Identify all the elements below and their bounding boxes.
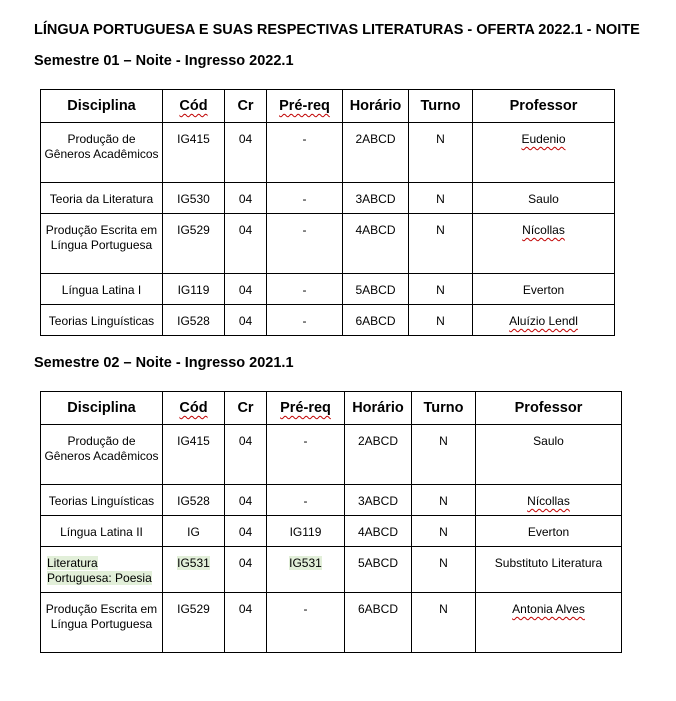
cell-turno: N (439, 434, 448, 448)
cell-disciplina: Teorias Linguísticas (48, 494, 155, 508)
cell-professor: Saulo (533, 434, 564, 448)
cell-turno: N (439, 525, 448, 539)
header-cr: Cr (225, 90, 267, 123)
cell-turno: N (436, 192, 445, 206)
header-turno: Turno (409, 90, 473, 123)
cell-professor: Everton (522, 283, 565, 297)
cell-turno: N (439, 556, 448, 570)
cell-horario: 6ABCD (357, 602, 398, 616)
cell-cod: IG415 (177, 434, 210, 448)
semester-2-table (40, 391, 622, 653)
cell-professor: Saulo (528, 192, 559, 206)
table-row (41, 305, 615, 336)
cell-professor: Antonia Alves (512, 602, 585, 616)
table-row (41, 593, 622, 653)
cell-cod: IG (187, 525, 200, 539)
cell-horario: 5ABCD (357, 556, 398, 570)
table-row (41, 485, 622, 516)
cell-disciplina: Língua Latina II (60, 525, 143, 539)
cell-horario: 4ABCD (357, 525, 398, 539)
semester-1-heading: Semestre 01 – Noite - Ingresso 2022.1 (34, 53, 294, 69)
table-header-row (41, 392, 622, 425)
cell-turno: N (436, 132, 445, 146)
cell-pre-req: - (303, 494, 308, 508)
cell-horario: 2ABCD (357, 434, 398, 448)
cell-pre-req: - (302, 223, 307, 237)
cell-turno: N (439, 602, 448, 616)
cell-pre-req: IG119 (289, 525, 322, 539)
table-row (41, 214, 615, 274)
cell-disciplina: Literatura Portuguesa: Poesia (47, 556, 152, 585)
cell-cod: IG528 (177, 314, 210, 328)
cell-cod: IG530 (177, 192, 210, 206)
cell-horario: 5ABCD (355, 283, 396, 297)
cell-disciplina: Produção Escrita em Língua Portuguesa (45, 223, 158, 252)
cell-cr: 04 (238, 192, 253, 206)
cell-disciplina: Teorias Linguísticas (48, 314, 155, 328)
cell-cod: IG119 (177, 283, 210, 297)
cell-professor: Aluízio Lendl (509, 314, 578, 328)
cell-cr: 04 (238, 223, 253, 237)
header-disciplina: Disciplina (41, 392, 163, 425)
cell-disciplina: Produção de Gêneros Acadêmicos (44, 434, 159, 463)
cell-horario: 2ABCD (355, 132, 396, 146)
cell-professor: Nícollas (522, 223, 565, 237)
cell-pre-req: - (302, 132, 307, 146)
header-professor: Professor (473, 90, 615, 123)
table-row (41, 274, 615, 305)
cell-turno: N (436, 314, 445, 328)
cell-disciplina: Produção Escrita em Língua Portuguesa (45, 602, 158, 631)
cell-pre-req: - (302, 314, 307, 328)
header-cr: Cr (225, 392, 267, 425)
cell-cod: IG415 (177, 132, 210, 146)
header-turno: Turno (412, 392, 476, 425)
cell-cod: IG529 (177, 223, 210, 237)
header-pre-req: Pré-req (280, 399, 331, 416)
cell-disciplina: Produção de Gêneros Acadêmicos (44, 132, 159, 161)
cell-cr: 04 (238, 283, 253, 297)
cell-pre-req: IG531 (289, 556, 322, 570)
cell-horario: 4ABCD (355, 223, 396, 237)
header-horario: Horário (345, 392, 412, 425)
cell-cr: 04 (238, 525, 253, 539)
cell-turno: N (439, 494, 448, 508)
cell-professor: Eudenio (521, 132, 566, 146)
header-disciplina: Disciplina (41, 90, 163, 123)
cell-professor: Everton (527, 525, 570, 539)
header-horario: Horário (343, 90, 409, 123)
table-row (41, 123, 615, 183)
table-row (41, 183, 615, 214)
cell-disciplina: Teoria da Literatura (49, 192, 154, 206)
header-pre-req: Pré-req (279, 97, 330, 114)
cell-pre-req: - (303, 602, 308, 616)
cell-cod: IG531 (177, 556, 210, 570)
document-title: LÍNGUA PORTUGUESA E SUAS RESPECTIVAS LITERATURAS - OFERTA 2022.1 - NOITE (34, 22, 640, 38)
cell-cr: 04 (238, 132, 253, 146)
cell-pre-req: - (302, 283, 307, 297)
cell-pre-req: - (302, 192, 307, 206)
cell-horario: 3ABCD (357, 494, 398, 508)
header-cod: Cód (179, 399, 208, 416)
cell-cr: 04 (238, 314, 253, 328)
table-row (41, 516, 622, 547)
cell-professor: Substituto Literatura (494, 556, 603, 570)
semester-1-table (40, 89, 615, 336)
cell-horario: 3ABCD (355, 192, 396, 206)
table-header-row (41, 90, 615, 123)
cell-cr: 04 (238, 434, 253, 448)
cell-cod: IG528 (177, 494, 210, 508)
cell-professor: Nícollas (527, 494, 570, 508)
cell-horario: 6ABCD (355, 314, 396, 328)
table-row (41, 547, 622, 593)
cell-turno: N (436, 283, 445, 297)
cell-cr: 04 (238, 556, 253, 570)
cell-pre-req: - (303, 434, 308, 448)
semester-2-heading: Semestre 02 – Noite - Ingresso 2021.1 (34, 355, 294, 371)
cell-cr: 04 (238, 494, 253, 508)
header-professor: Professor (476, 392, 622, 425)
cell-disciplina: Língua Latina I (61, 283, 142, 297)
header-cod: Cód (179, 97, 208, 114)
table-row (41, 425, 622, 485)
cell-cod: IG529 (177, 602, 210, 616)
cell-turno: N (436, 223, 445, 237)
cell-cr: 04 (238, 602, 253, 616)
